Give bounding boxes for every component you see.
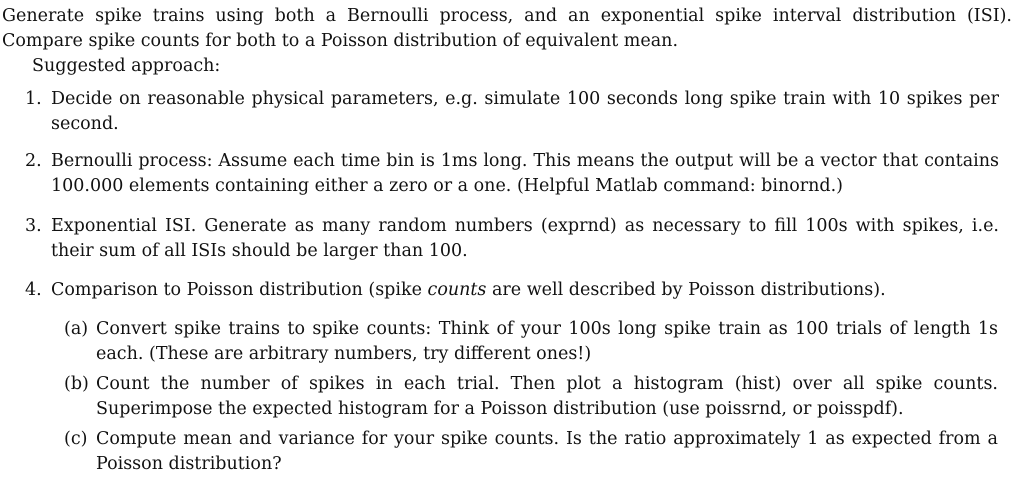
- list-item-text-before: Comparison to Poisson distribution (spike: [51, 280, 428, 300]
- list-item-number: 1.: [25, 89, 42, 109]
- list-item-text: Decide on reasonable physical parameters, e.g. simulate 100 seconds long spike train with 10 spikes per second.: [51, 89, 999, 134]
- list-item-text: Bernoulli process: Assume each time bin is 1ms long. This means the output will be a vector that contains 100.000 elements containing either a zero or a one. (Helpful Matlab command: binornd.): [51, 151, 999, 196]
- list-item-number: 2.: [25, 151, 42, 171]
- suggested-approach-heading: Suggested approach:: [32, 56, 221, 76]
- list-item-text: [51, 278, 999, 303]
- list-item-number: 4.: [25, 280, 42, 300]
- sub-item-text: Convert spike trains to spike counts: Think of your 100s long spike train as 100 trials of length 1s each. (These are arbitrary numbers, try different ones!): [96, 319, 998, 364]
- intro-paragraph: Generate spike trains using both a Bernoulli process, and an exponential spike interval distribution (ISI). Compare spike counts for both to a Poisson distribution of equivalent mean.: [2, 6, 1012, 51]
- sub-item-label: (c): [64, 429, 88, 449]
- list-item-number: 3.: [25, 216, 42, 236]
- sub-item-text: Compute mean and variance for your spike counts. Is the ratio approximately 1 as expected from a Poisson distribution?: [96, 429, 998, 474]
- list-item-text: Exponential ISI. Generate as many random numbers (exprnd) as necessary to fill 100s with spikes, i.e. their sum of all ISIs should be larger than 100.: [51, 216, 999, 261]
- emphasis-counts: counts: [427, 280, 487, 300]
- sub-item-label: (b): [64, 374, 89, 394]
- sub-item-text: Count the number of spikes in each trial. Then plot a histogram (hist) over all spike counts. Superimpose the expected histogram for a Poisson distribution (use poissrnd, or poisspdf).: [96, 374, 998, 419]
- list-item-text-after: are well described by Poisson distributions).: [486, 280, 886, 300]
- sub-item-label: (a): [64, 319, 89, 339]
